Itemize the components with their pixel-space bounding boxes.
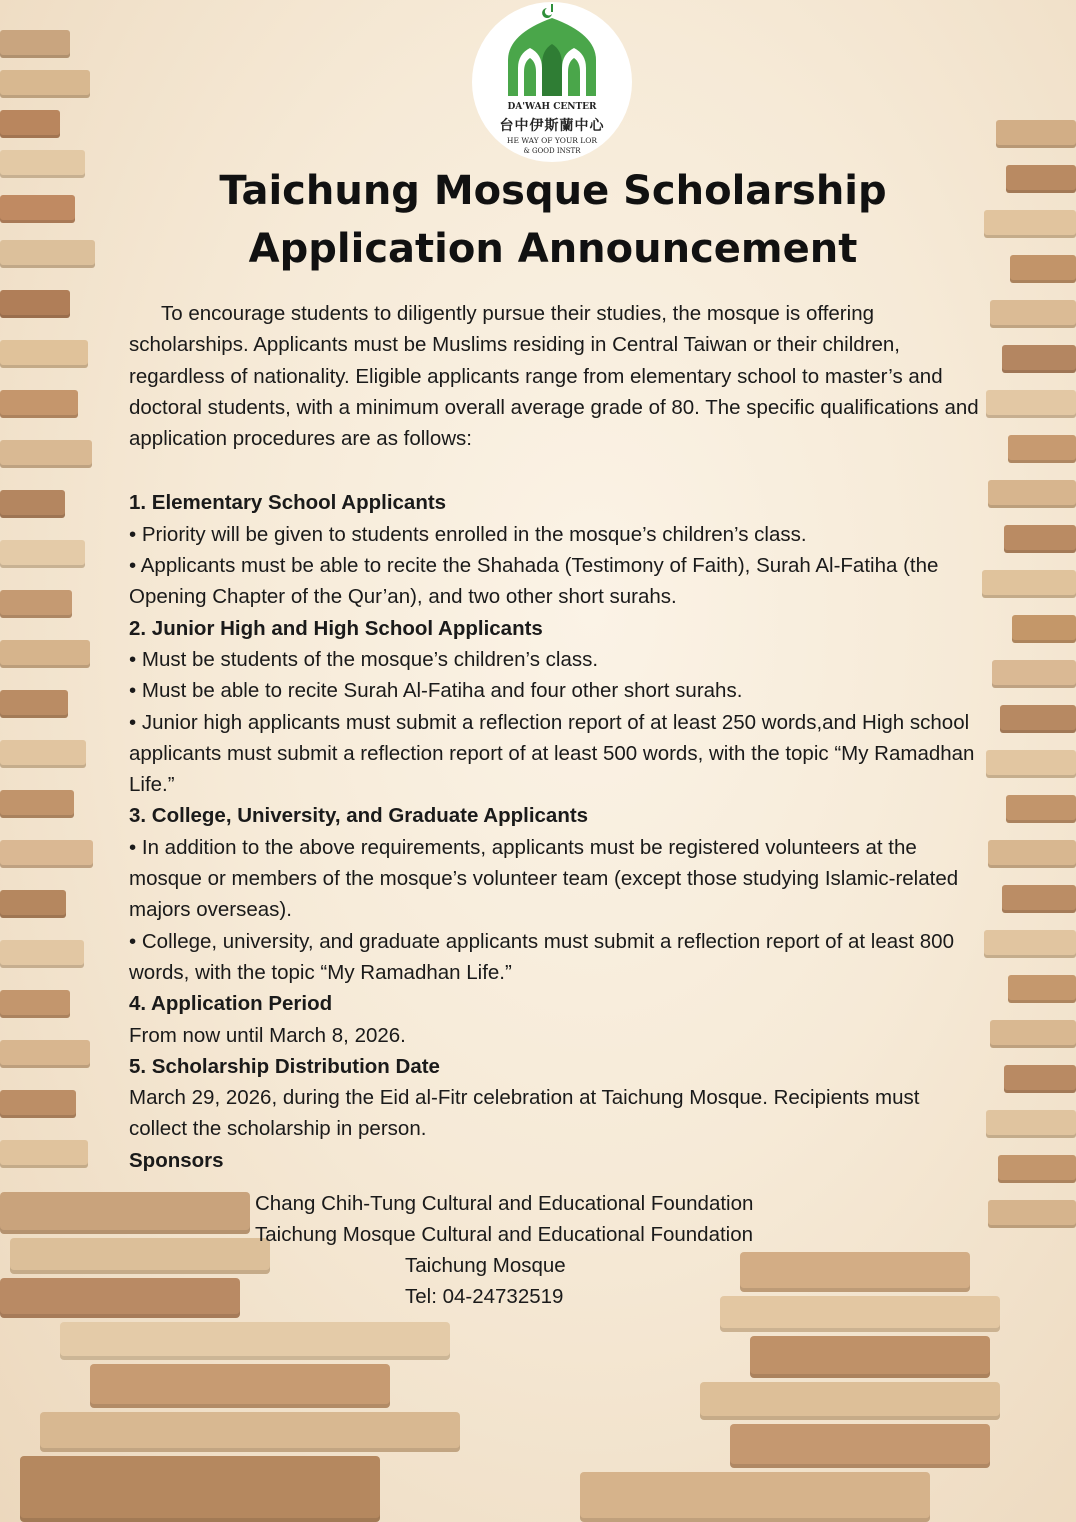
list-item: • Priority will be given to students enrolled in the mosque’s children’s class.: [129, 519, 979, 550]
page-title: [130, 162, 976, 278]
list-item: • Applicants must be able to recite the Shahada (Testimony of Faith), Surah Al-Fatiha (the Opening Chapter of the Qur’an), and two other short surahs.: [129, 550, 979, 613]
application-period-text: From now until March 8, 2026.: [129, 1023, 406, 1047]
sponsor-line-3: Taichung Mosque: [405, 1254, 566, 1277]
section-heading-elementary: 1. Elementary School Applicants: [129, 491, 447, 515]
section-heading-junior-high: 2. Junior High and High School Applicants: [129, 616, 543, 640]
intro-paragraph: To encourage students to diligently pursue their studies, the mosque is offering scholarships. Applicants must be Muslims residing in Central Taiwan or their children, regardless of nationality. Eligible applicants range from elementary school to master’s and doctoral students, with a minimum overall average grade of 80. The specific qualifications and application procedures are as follows:: [129, 302, 979, 451]
sponsors-heading: Sponsors: [129, 1148, 224, 1172]
logo-text-chinese: 台中伊斯蘭中心: [499, 118, 605, 134]
dawah-center-logo: [472, 2, 632, 162]
section-heading-distribution-date: 5. Scholarship Distribution Date: [129, 1054, 440, 1078]
logo-text-motto-2: & GOOD INSTR: [523, 147, 581, 155]
logo-text-motto-1: HE WAY OF YOUR LOR: [506, 136, 598, 145]
announcement-body: [129, 298, 979, 1176]
logo-text-english: DA'WAH CENTER: [507, 102, 597, 112]
list-item: • In addition to the above requirements, applicants must be registered volunteers at the mosque or members of the mosque’s volunteer team (except those studying Islamic-related majors overseas).: [129, 832, 979, 926]
title-line-1: Taichung Mosque Scholarship: [219, 168, 887, 214]
mosque-dome-icon: [472, 2, 632, 102]
distribution-date-text: March 29, 2026, during the Eid al-Fitr celebration at Taichung Mosque. Recipients must collect the scholarship in person.: [129, 1086, 920, 1141]
title-line-2: Application Announcement: [248, 226, 858, 272]
section-heading-application-period: 4. Application Period: [129, 992, 333, 1016]
list-item: • Must be able to recite Surah Al-Fatiha and four other short surahs.: [129, 675, 979, 706]
list-item: • College, university, and graduate applicants must submit a reflection report of at least 800 words, with the topic “My Ramadhan Life.”: [129, 926, 979, 989]
list-item: • Junior high applicants must submit a reflection report of at least 250 words,and High school applicants must submit a reflection report of at least 500 words, with the topic “My Ramadhan Life.”: [129, 707, 979, 801]
sponsor-line-1: Chang Chih-Tung Cultural and Educational Foundation: [255, 1192, 754, 1215]
section-heading-college: 3. College, University, and Graduate Applicants: [129, 804, 589, 828]
sponsor-phone: Tel: 04-24732519: [405, 1285, 564, 1308]
sponsor-line-2: Taichung Mosque Cultural and Educational Foundation: [255, 1223, 754, 1246]
list-item: • Must be students of the mosque’s children’s class.: [129, 644, 979, 675]
